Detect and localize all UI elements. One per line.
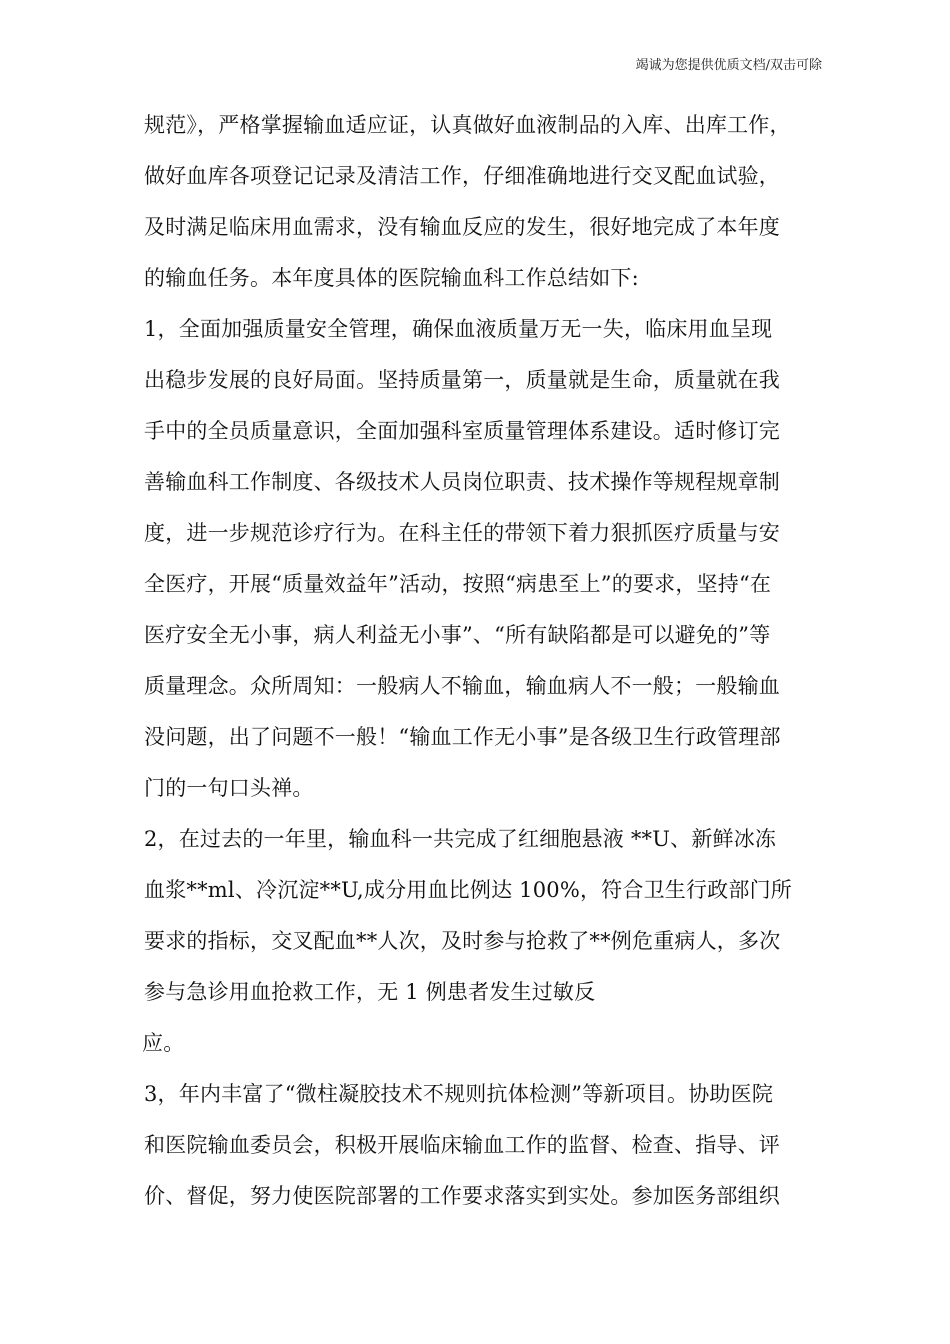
text-line: 血浆**ml、冷沉淀**U,成分用血比例达 100%，符合卫生行政部门所 — [144, 878, 792, 902]
text-line: 规范》，严格掌握输血适应证，认真做好血液制品的入库、出库工作， — [144, 113, 791, 137]
document-body — [144, 100, 824, 1222]
text-line: 应。 — [142, 1031, 185, 1055]
text-line: 要求的指标，交叉配血**人次，及时参与抢救了**例危重病人，多次 — [144, 929, 781, 953]
text-line: 2，在过去的一年里，输血科一共完成了红细胞悬液 **U、新鲜冰冻 — [144, 827, 777, 851]
text-line: 3，年内丰富了“微柱凝胶技术不规则抗体检测”等新项目。协助医院 — [144, 1082, 774, 1106]
text-line: 做好血库各项登记记录及清洁工作，仔细准确地进行交叉配血试验， — [144, 164, 780, 188]
text-line: 和医院输血委员会，积极开展临床输血工作的监督、检查、指导、评 — [144, 1133, 780, 1157]
text-line: 参与急诊用血抢救工作，无 1 例患者发生过敏反 — [144, 980, 596, 1004]
text-line: 全医疗，开展“质量效益年”活动，按照“病患至上”的要求，坚持“在 — [144, 572, 772, 596]
text-line: 价、督促，努力使医院部署的工作要求落实到实处。参加医务部组织 — [144, 1184, 780, 1208]
text-line: 门的一句口头禅。 — [144, 776, 314, 800]
header-note: 竭诚为您提供优质文档/双击可除 — [635, 58, 822, 73]
text-line: 度，进一步规范诊疗行为。在科主任的带领下着力狠抓医疗质量与安 — [144, 521, 780, 545]
text-line: 1，全面加强质量安全管理，确保血液质量万无一失，临床用血呈现 — [144, 317, 773, 341]
text-line: 及时满足临床用血需求，没有输血反应的发生，很好地完成了本年度 — [144, 215, 780, 239]
text-line: 善输血科工作制度、各级技术人员岗位职责、技术操作等规程规章制 — [144, 470, 780, 494]
text-line: 的输血任务。本年度具体的医院输血科工作总结如下: — [144, 266, 639, 290]
text-line: 手中的全员质量意识，全面加强科室质量管理体系建设。适时修订完 — [144, 419, 780, 443]
text-line: 医疗安全无小事，病人利益无小事”、“所有缺陷都是可以避免的”等 — [144, 623, 771, 647]
text-line: 出稳步发展的良好局面。坚持质量第一，质量就是生命，质量就在我 — [144, 368, 780, 392]
text-line: 没问题，出了问题不一般！“输血工作无小事”是各级卫生行政管理部 — [144, 725, 781, 749]
text-line: 质量理念。众所周知：一般病人不输血，输血病人不一般；一般输血 — [144, 674, 780, 698]
